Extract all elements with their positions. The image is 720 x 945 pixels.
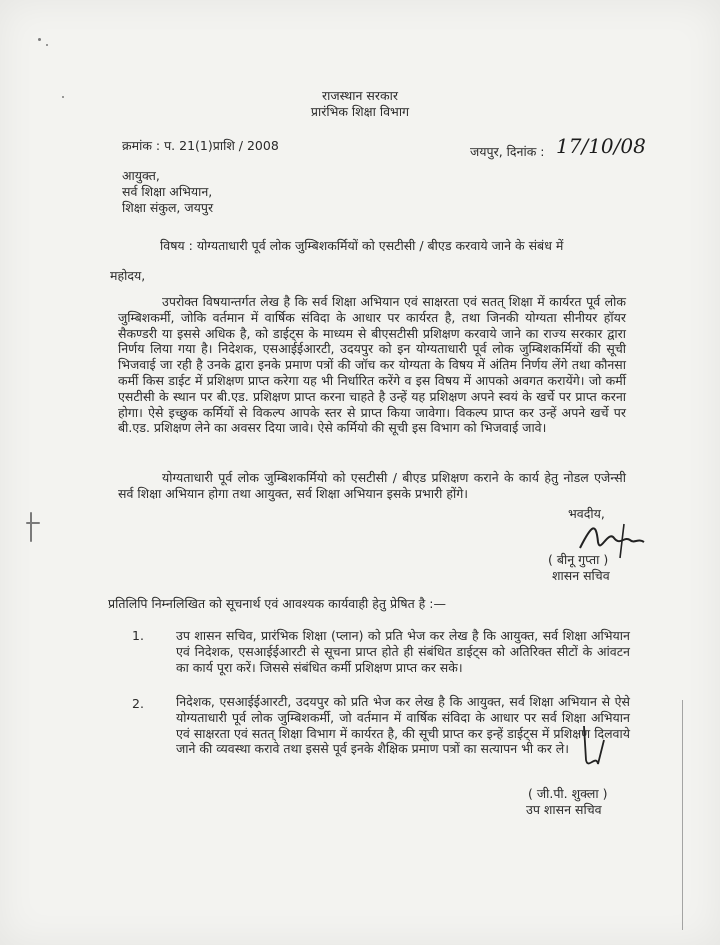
scan-mark — [30, 512, 32, 542]
copy-item-1-number: 1. — [132, 628, 144, 643]
recipient-line-3: शिक्षा संकुल, जयपुर — [122, 200, 214, 215]
salutation: महोदय, — [110, 268, 146, 283]
scan-speck — [38, 38, 41, 41]
recipient-line-1: आयुक्त, — [122, 168, 160, 183]
reference-number: क्रमांक : प. 21(1)प्राशि / 2008 — [122, 138, 279, 153]
scan-edge-line — [682, 700, 683, 930]
signatory-1-name: ( बीनू गुप्ता ) — [548, 552, 609, 567]
letterhead-department: प्रारंभिक शिक्षा विभाग — [310, 104, 410, 119]
signatory-2-designation: उप शासन सचिव — [526, 802, 602, 817]
letterhead-government: राजस्थान सरकार — [322, 88, 398, 103]
copy-item-2-number: 2. — [132, 696, 144, 711]
body-paragraph-2: योग्यताधारी पूर्व लोक जुम्बिशकर्मियो को एसटीसी / बीएड प्रशिक्षण कराने के कार्य हेतु नोडल एजेन्सी सर्व शिक्षा अभियान होगा तथा आयुक्त, सर्व शिक्षा अभियान इसके प्रभारी होंगे। — [118, 470, 626, 501]
signature-2-mark — [574, 720, 614, 780]
body-paragraph-1: उपरोक्त विषयान्तर्गत लेख है कि सर्व शिक्षा अभियान एवं साक्षरता एवं सतत् शिक्षा में कार्यरत पूर्व लोक जुम्बिशकर्मी, जोकि वर्तमान में वार्षिक संविदा के आधार पर कार्यरत है, तथा जिनकी योग्यता सीनीयर हॉयर सैकण्डरी या इससे अधिक है, को डाईट्स के माध्यम से बीएसटीसी प्रशिक्षण करवाये जाने का राज्य सरकार द्वारा निर्णय लिया गया है। निदेशक, एसआईईआरटी, उदयपुर को इन योग्यताधारी पूर्व लोक जुम्बिशकर्मियों की सूची भिजवाई जा रही है उनके द्वारा इनके प्रमाण पत्रों की जॉच कर योग्यता के विषय में अंतिम निर्णय लेंगे तथा कौनसा कर्मी किस डाईट में प्रशिक्षण प्राप्त करेगा यह भी निर्धारित करेंगे व इस विषय में आपको अवगत करायेंगे। जो कर्मी एसटीसी के स्थान पर बी.एड. प्रशिक्षण प्राप्त करना चाहते है उन्हें यह प्रशिक्षण अपने स्वयं के खर्चे पर प्राप्त करना होगा। ऐसे इच्छुक कर्मियों से विकल्प आपके स्तर से प्राप्त किया जावेगा। विकल्प प्राप्त कर उन्हें अपने खर्चे पर बी.एड. प्रशिक्षण लेने का अवसर दिया जावे। ऐसे कर्मियो की सूची इस विभाग को भिजवाई जावे। — [118, 294, 626, 436]
subject-line: विषय : योग्यताधारी पूर्व लोक जुम्बिशकर्मियों को एसटीसी / बीएड करवाये जाने के संबंध में — [160, 238, 564, 253]
scan-mark — [26, 522, 40, 524]
place-date-label: जयपुर, दिनांक : — [470, 144, 545, 159]
signatory-1-designation: शासन सचिव — [552, 568, 610, 583]
copy-item-2-text: निदेशक, एसआईईआरटी, उदयपुर को प्रति भेज कर लेख है कि आयुक्त, सर्व शिक्षा अभियान से ऐसे योग्यताधारी पूर्व लोक जुम्बिशकर्मी, जो वर्तमान में वार्षिक संविदा के आधार पर सर्व शिक्षा अभियान एवं साक्षरता एवं सतत् शिक्षा विभाग में कार्यरत है, की सूची प्राप्त कर इन्हें डाईट्स में प्रशिक्षण दिलवाये जाने की व्यवस्था करावे तथा इससे पूर्व इनके शैक्षिक प्रमाण पत्रों का सत्यापन भी कर ले। — [176, 694, 630, 757]
handwritten-date: 17/10/08 — [556, 134, 646, 158]
recipient-line-2: सर्व शिक्षा अभियान, — [122, 184, 213, 199]
scan-speck — [46, 44, 48, 46]
copy-item-1-text: उप शासन सचिव, प्रारंभिक शिक्षा (प्लान) को प्रति भेज कर लेख है कि आयुक्त, सर्व शिक्षा अभियान एवं निदेशक, एसआईईआरटी से सूचना प्राप्त होते ही संबंधित डाईट्स को अतिरिक्त सीटों के आंवटन का कार्य पूरा करें। जिससे संबंधित कर्मी प्रशिक्षण प्राप्त कर सके। — [176, 628, 630, 675]
signatory-2-name: ( जी.पी. शुक्ला ) — [528, 786, 608, 801]
copy-to-heading: प्रतिलिपि निम्नलिखित को सूचनार्थ एवं आवश्यक कार्यवाही हेतु प्रेषित है :— — [108, 596, 446, 611]
scan-speck — [62, 96, 64, 98]
closing: भवदीय, — [568, 506, 605, 521]
